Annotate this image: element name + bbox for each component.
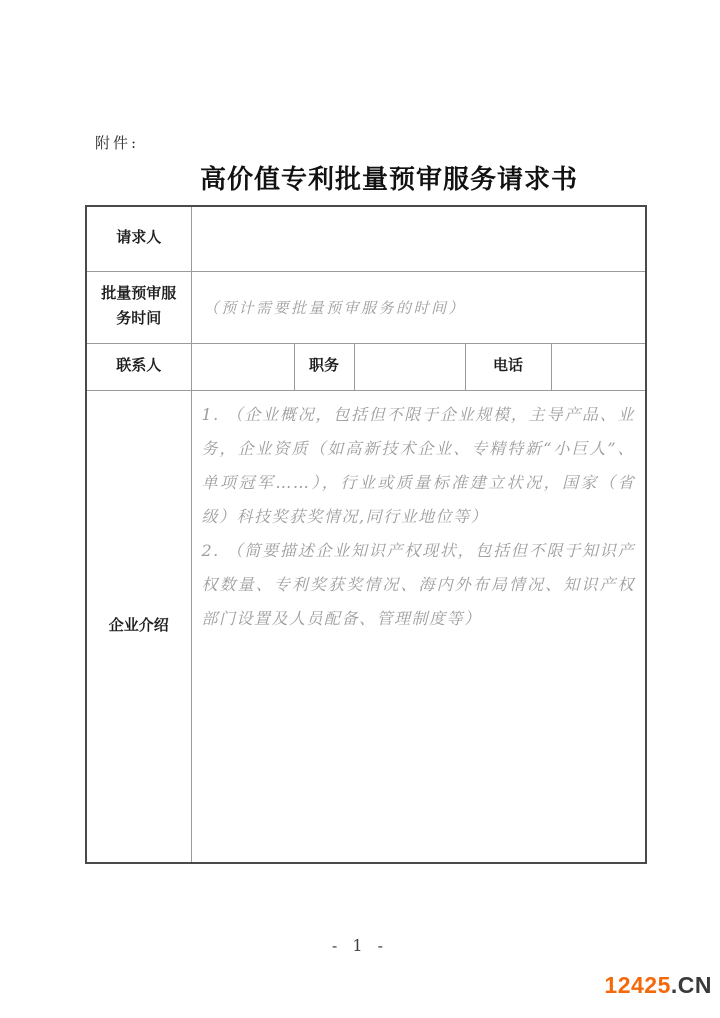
company-intro-paragraph-1: 1. （企业概况，包括但不限于企业规模，主导产品、业务，企业资质（如高新技术企业、专精特新“小巨人”、单项冠军……），行业或质量标准建立状况，国家（省级）科技奖获奖情况,同行业地位等） bbox=[201, 404, 636, 526]
table-row-company-intro bbox=[86, 390, 646, 863]
attachment-label: 附件: bbox=[95, 134, 140, 152]
service-time-value-field: （预计需要批量预审服务的时间） bbox=[191, 271, 646, 343]
service-time-label: 批量预审服务时间 bbox=[86, 271, 191, 343]
company-intro-label: 企业介绍 bbox=[86, 390, 191, 863]
contact-label: 联系人 bbox=[86, 343, 191, 390]
requester-value-field bbox=[191, 206, 646, 271]
company-intro-content bbox=[191, 390, 646, 863]
watermark-number: 12425 bbox=[604, 972, 671, 998]
position-value-field bbox=[354, 343, 465, 390]
contact-value-field bbox=[191, 343, 294, 390]
table-row-service-time bbox=[86, 271, 646, 343]
requester-label: 请求人 bbox=[86, 206, 191, 271]
phone-value-field bbox=[551, 343, 646, 390]
watermark-suffix: .CN bbox=[670, 972, 712, 998]
table-row-requester bbox=[86, 206, 646, 271]
table-row-contact bbox=[86, 343, 646, 390]
request-form-table bbox=[85, 205, 647, 864]
company-intro-paragraph-2: 2. （简要描述企业知识产权现状，包括但不限于知识产权数量、专利奖获奖情况、海内外布局情况、知识产权部门设置及人员配备、管理制度等） bbox=[201, 540, 636, 628]
site-watermark bbox=[604, 972, 712, 999]
document-title: 高价值专利批量预审服务请求书 bbox=[200, 164, 579, 194]
phone-label: 电话 bbox=[465, 343, 551, 390]
position-label: 职务 bbox=[294, 343, 354, 390]
page-number: - 1 - bbox=[331, 936, 389, 955]
